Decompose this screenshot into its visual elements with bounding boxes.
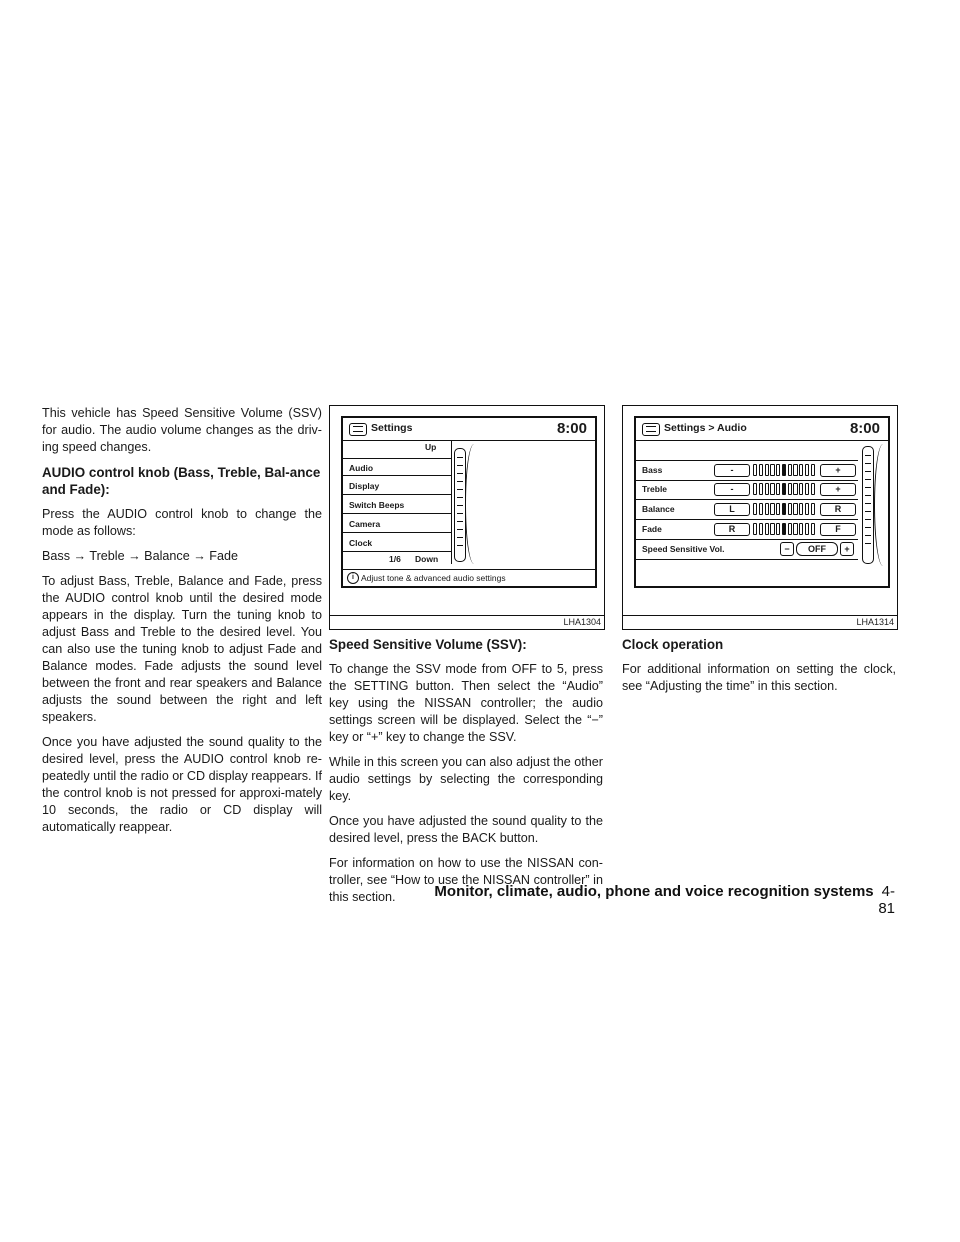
menu-icon (642, 423, 660, 436)
balance-right-button[interactable]: R (820, 503, 856, 516)
fade-front-button[interactable]: F (820, 523, 856, 536)
audio-knob-heading: AUDIO control knob (Bass, Treble, Bal-ance and Fade): (42, 465, 321, 497)
figure-label: LHA1314 (856, 617, 894, 627)
scrollbar[interactable] (862, 446, 874, 564)
treble-level-meter (753, 483, 815, 495)
other-settings-paragraph: While in this screen you can also adjust the other audio settings by selecting the corresponding key. (329, 755, 603, 803)
menu-item-switch-beeps[interactable]: Switch Beeps (343, 496, 451, 514)
screen-title-bar (343, 418, 595, 441)
screen-title-bar (636, 418, 888, 441)
figure-audio-screen (622, 405, 898, 630)
figure-rule (330, 615, 604, 616)
settings-screen (341, 416, 597, 588)
figure-rule (623, 615, 897, 616)
audio-row-balance (636, 500, 858, 520)
bass-minus-button[interactable]: - (714, 464, 750, 477)
ssv-value: OFF (796, 542, 838, 556)
controller-reference-paragraph: For information on how to use the NISSAN con-troller, see “How to use the NISSAN controller” in this section. (329, 856, 603, 904)
hint-text: Adjust tone & advanced audio settings (361, 573, 506, 583)
fade-level-meter (753, 523, 815, 535)
figure-settings-screen (329, 405, 605, 630)
page-footer (420, 883, 895, 917)
audio-row-bass (636, 460, 858, 481)
clock-heading: Clock operation (622, 637, 724, 652)
audio-knob-paragraph: Press the AUDIO control knob to change the mode as follows: (42, 507, 322, 538)
adjust-paragraph: To adjust Bass, Treble, Balance and Fade, press the AUDIO control knob until the desired mode appears in the display. Turn the tuning knob to adjust Bass and Treble to the desired level. You can also use the tuning knob to adjust Fade and Balance modes. Fade adjusts the sound level between the front and rear speakers and Balance adjusts the sound between the right and left speakers. (42, 574, 322, 724)
ssv-plus-button[interactable]: + (840, 542, 854, 556)
audio-row-ssv (636, 540, 858, 560)
mode-sequence: Bass → Treble → Balance → Fade (42, 549, 238, 563)
screen-title: Settings (371, 422, 413, 434)
balance-left-button[interactable]: L (714, 503, 750, 516)
scroll-down-label[interactable]: Down (415, 554, 439, 564)
audio-row-treble (636, 480, 858, 500)
clock-time: 8:00 (849, 420, 880, 437)
column-middle (329, 636, 603, 914)
menu-item-audio[interactable]: Audio (343, 458, 451, 476)
page-indicator: 1/6 (389, 554, 401, 564)
row-label: Bass (642, 465, 663, 475)
fade-rear-button[interactable]: R (714, 523, 750, 536)
bass-level-meter (753, 464, 815, 476)
row-label: Speed Sensitive Vol. (642, 544, 725, 554)
column-left (42, 405, 322, 844)
menu-item-clock[interactable]: Clock (343, 534, 451, 552)
row-label: Fade (642, 524, 662, 534)
info-icon: i (347, 572, 359, 584)
clock-paragraph: For additional information on setting the clock, see “Adjusting the time” in this section. (622, 662, 896, 693)
hint-bar (343, 569, 595, 586)
audio-settings-screen (634, 416, 890, 588)
row-label: Treble (642, 484, 668, 494)
treble-minus-button[interactable]: - (714, 483, 750, 496)
scroll-up-label[interactable]: Up (425, 442, 437, 452)
reappear-paragraph: Once you have adjusted the sound quality to the desired level, press the AUDIO control knob re-peatedly until the radio or CD display reappears. If the control knob is not pressed for approxi-mately 10 seconds, the radio or CD display will automatically reappear. (42, 735, 323, 834)
ssv-paragraph: To change the SSV mode from OFF to 5, press the SETTING button. Then select the “Audio” key using the NISSAN controller; the audio settings screen will be displayed. Select the “−” key or “+” key to change the SSV. (329, 662, 603, 744)
ssv-heading: Speed Sensitive Volume (SSV): (329, 637, 527, 652)
bass-plus-button[interactable]: + (820, 464, 856, 477)
column-right (622, 636, 896, 703)
figure-label: LHA1304 (563, 617, 601, 627)
back-button-paragraph: Once you have adjusted the sound quality to the desired level, press the BACK button. (329, 814, 603, 845)
screen-title: Settings > Audio (664, 422, 747, 434)
audio-row-fade (636, 520, 858, 540)
scroll-arc (874, 444, 889, 566)
menu-item-camera[interactable]: Camera (343, 515, 451, 533)
scroll-arc (465, 444, 480, 564)
balance-level-meter (753, 503, 815, 515)
row-label: Balance (642, 504, 675, 514)
ssv-intro-paragraph: This vehicle has Speed Sensitive Volume (SSV) for audio. The audio volume changes as the driv-ing speed changes. (42, 406, 322, 454)
menu-icon (349, 423, 367, 436)
page-number: 4-81 (878, 883, 895, 917)
ssv-minus-button[interactable]: − (780, 542, 794, 556)
treble-plus-button[interactable]: + (820, 483, 856, 496)
section-title: Monitor, climate, audio, phone and voice recognition systems (434, 883, 874, 900)
menu-item-display[interactable]: Display (343, 477, 451, 495)
clock-time: 8:00 (556, 420, 587, 437)
